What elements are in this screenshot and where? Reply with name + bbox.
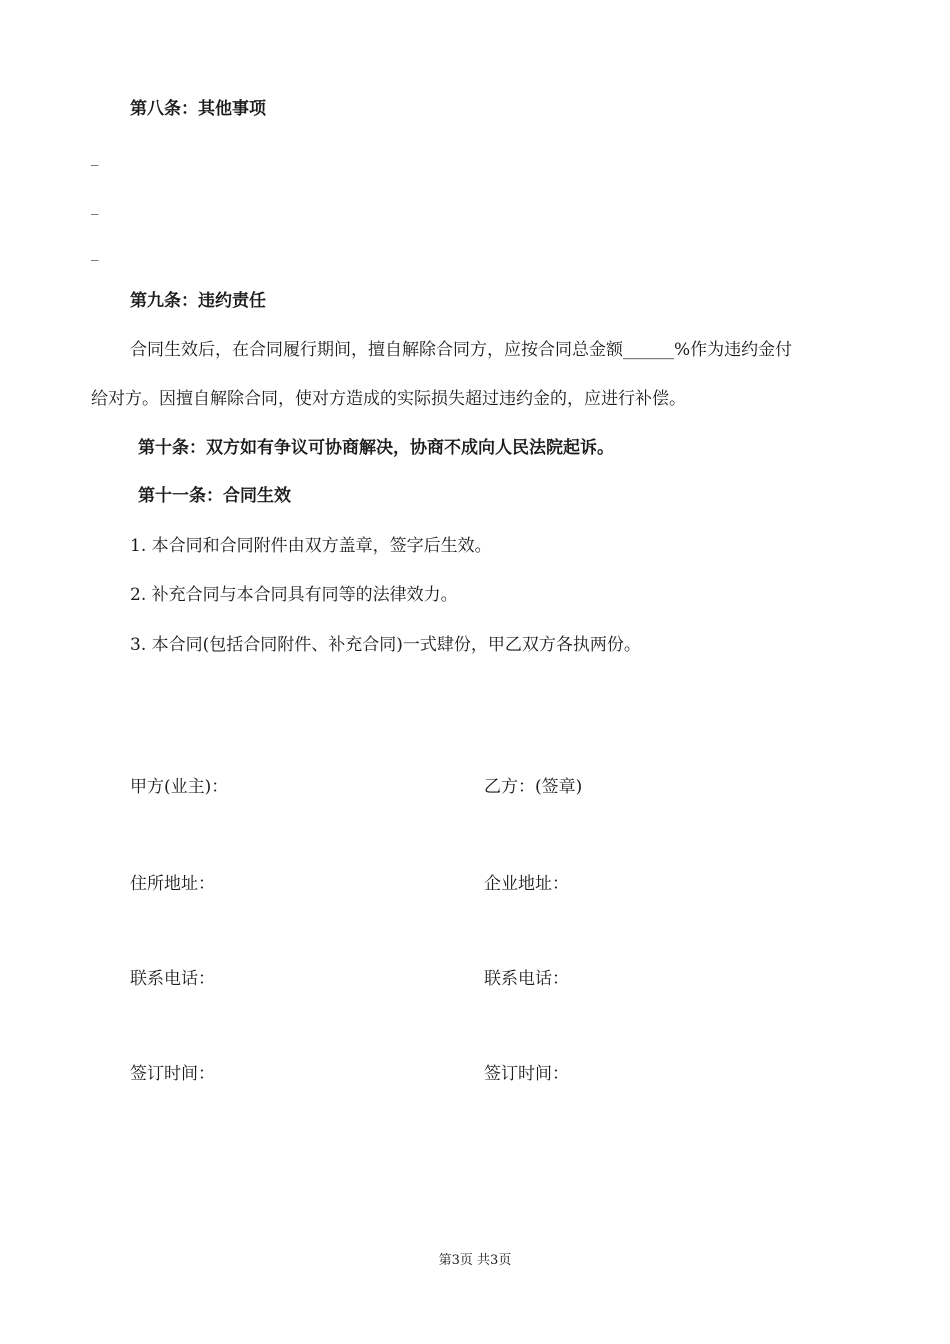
article8-item-3: _ xyxy=(91,243,99,261)
article8-item-1: _ xyxy=(91,148,99,166)
article8-title: 第八条：其他事项 xyxy=(130,99,266,119)
party-a-name-label: 甲方(业主)： xyxy=(130,777,229,797)
party-b-phone-label: 联系电话： xyxy=(484,969,569,989)
article11-item-3: 3. 本合同(包括合同附件、补充合同)一式肆份，甲乙双方各执两份。 xyxy=(130,635,641,655)
party-a-date-label: 签订时间： xyxy=(130,1064,215,1084)
article9-title: 第九条：违约责任 xyxy=(130,291,266,311)
article9-text-line2: 给对方。因擅自解除合同，使对方造成的实际损失超过违约金的，应进行补偿。 xyxy=(91,389,686,409)
article11-item-2: 2. 补充合同与本合同具有同等的法律效力。 xyxy=(130,585,458,605)
article11-item-1: 1. 本合同和合同附件由双方盖章，签字后生效。 xyxy=(130,536,492,556)
party-b-address-label: 企业地址： xyxy=(484,874,569,894)
article8-item-2: _ xyxy=(91,197,99,215)
article11-title: 第十一条：合同生效 xyxy=(138,486,291,506)
page-number-footer: 第3页 共3页 xyxy=(438,1253,512,1268)
article10-title: 第十条：双方如有争议可协商解决，协商不成向人民法院起诉。 xyxy=(138,438,614,458)
party-b-date-label: 签订时间： xyxy=(484,1064,569,1084)
party-a-phone-label: 联系电话： xyxy=(130,969,215,989)
party-a-address-label: 住所地址： xyxy=(130,874,215,894)
party-b-name-label: 乙方：(签章) xyxy=(484,777,583,797)
article9-text-line1: 合同生效后，在合同履行期间，擅自解除合同方，应按合同总金额______%作为违约金付 xyxy=(130,340,793,360)
